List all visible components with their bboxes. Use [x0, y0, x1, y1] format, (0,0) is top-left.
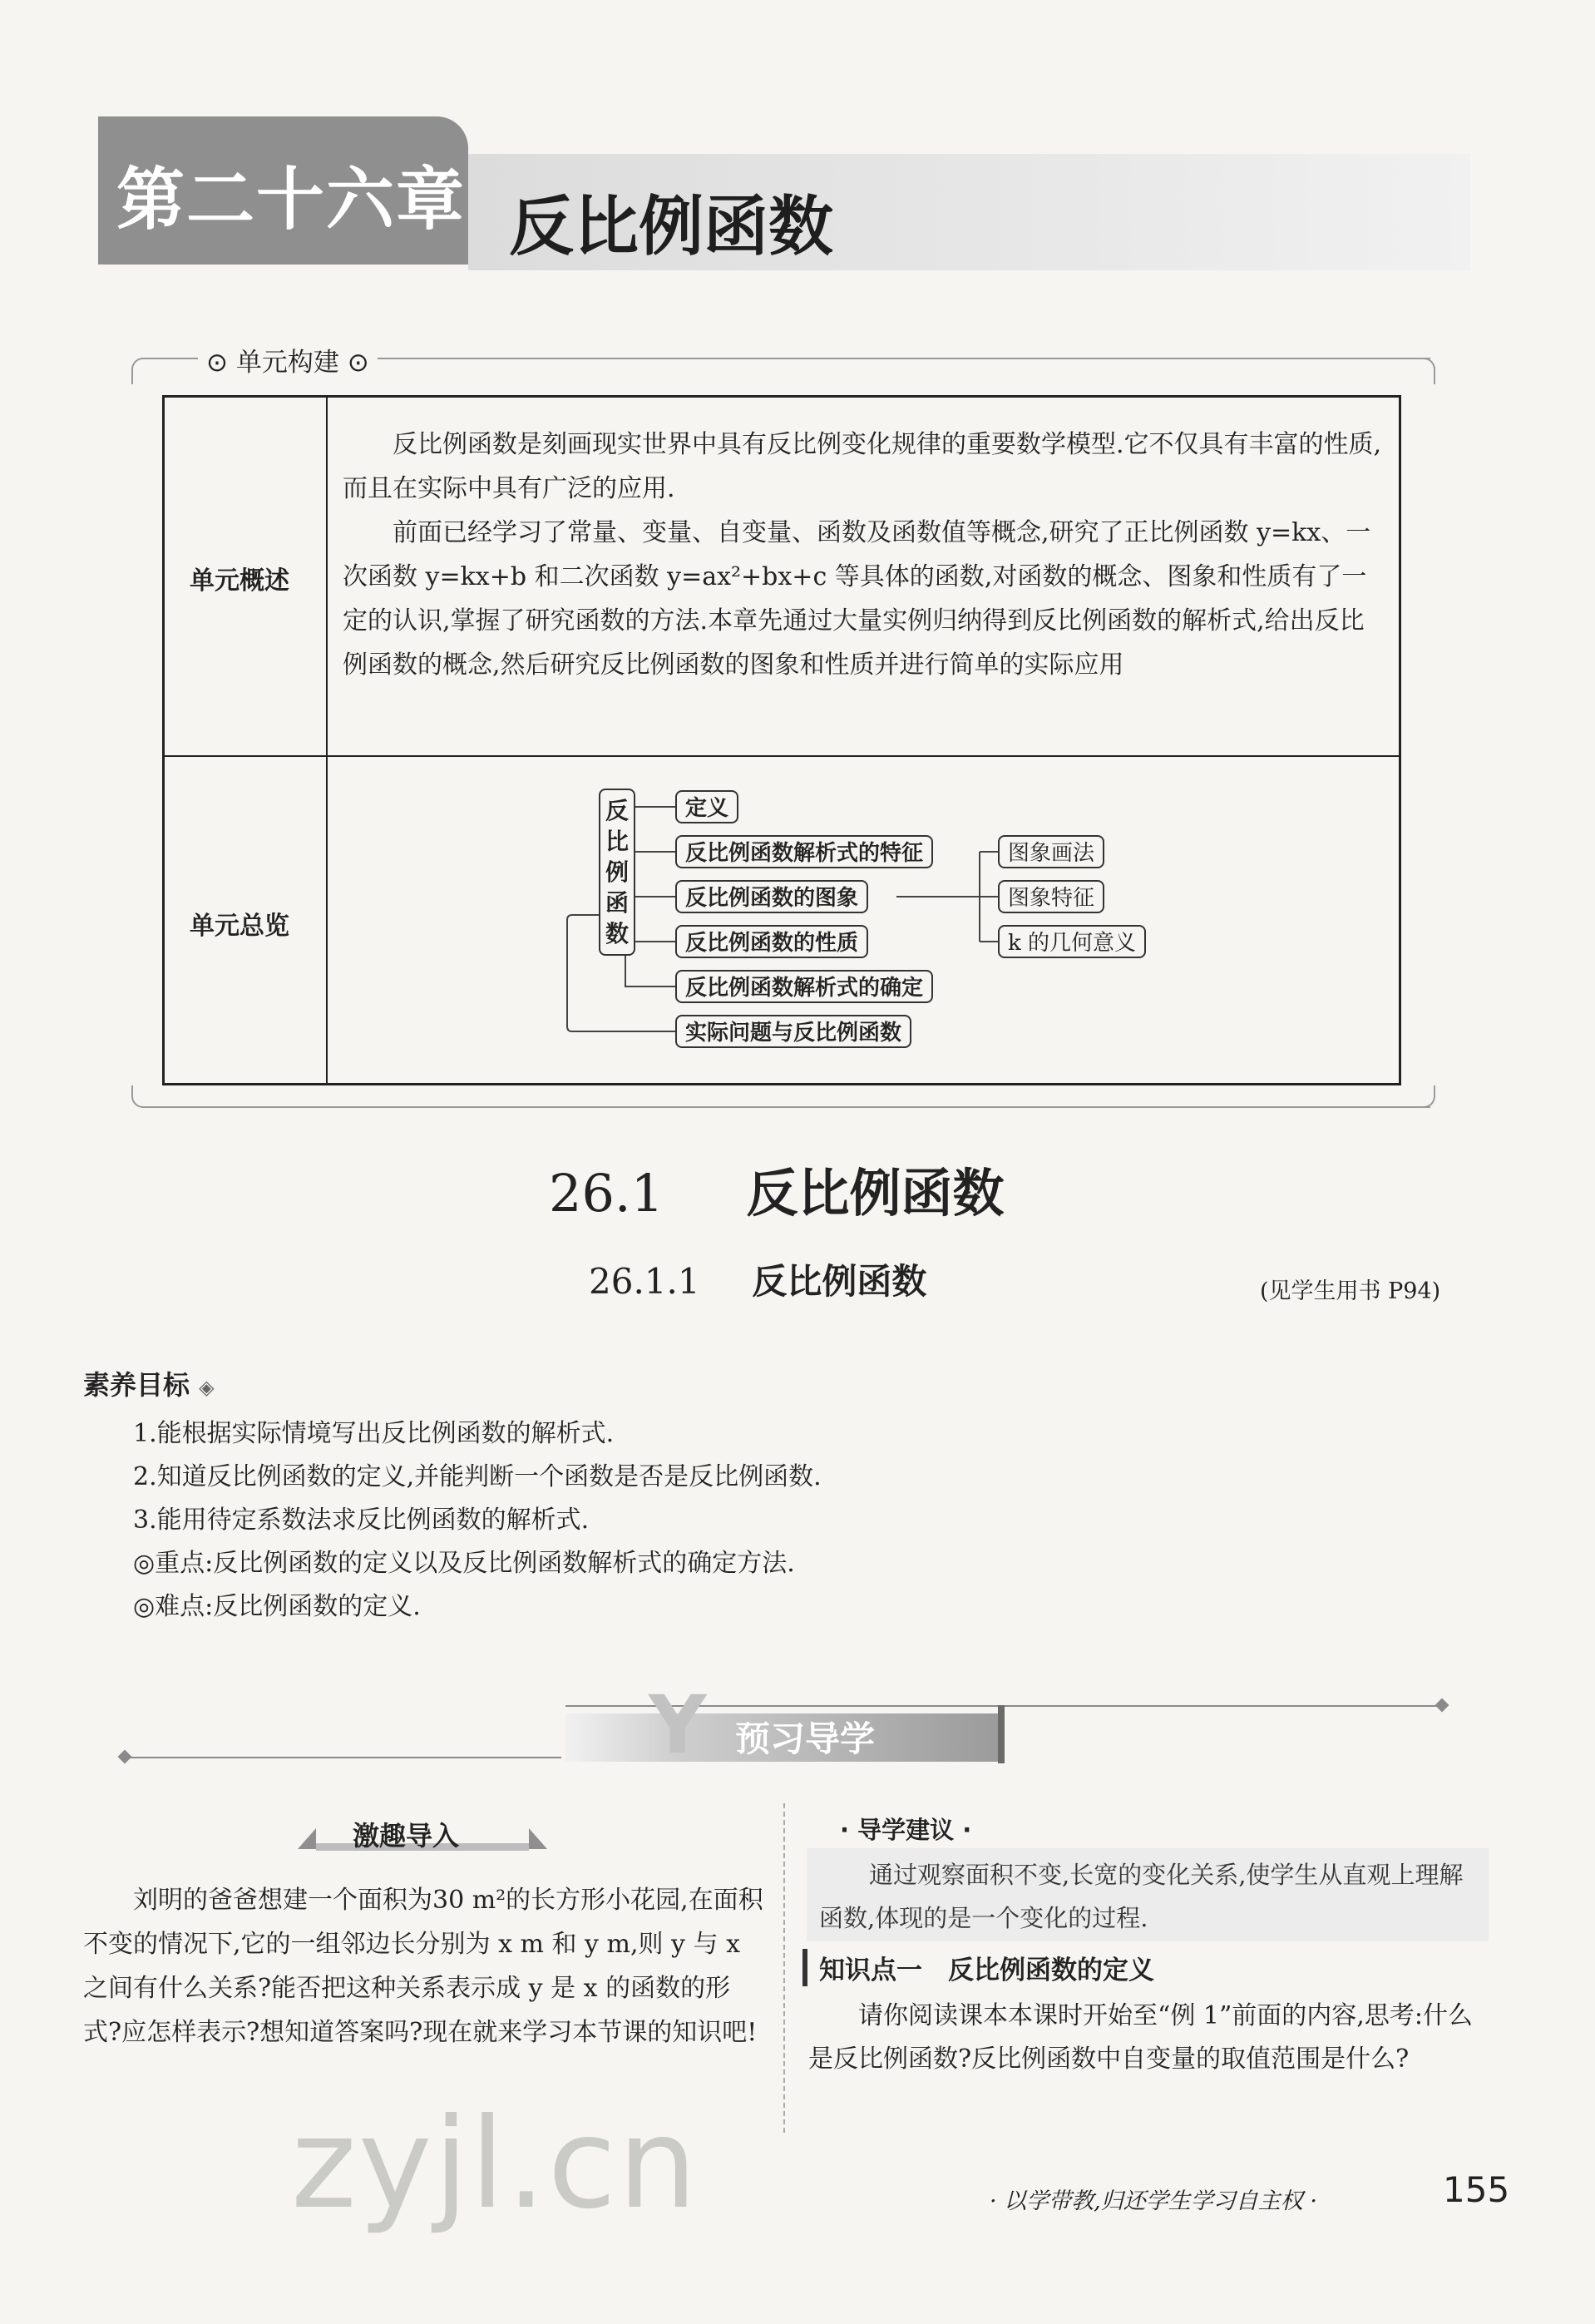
- intro-heading: 激趣导入: [298, 1812, 547, 1853]
- student-book-reference: (见学生用书 P94): [1260, 1278, 1441, 1304]
- banner-end-bar: [998, 1705, 1005, 1763]
- summary-label: 单元总览: [190, 912, 289, 941]
- knowledge-point-text: 请你阅读课本本课时开始至“例 1”前面的内容,思考:什么是反比例函数?反比例函数中自变量的取值范围是什么?: [808, 2001, 1473, 2074]
- section-rule-corner-br: [1422, 1085, 1435, 1108]
- banner-rule-bottom: [125, 1757, 561, 1758]
- goal-item: 3.能用待定系数法求反比例函数的解析式.: [133, 1506, 590, 1535]
- goal-difficult-point: ◎难点:反比例函数的定义.: [133, 1592, 421, 1621]
- mindmap-leaf: 图象画法: [998, 835, 1104, 868]
- column-divider: [783, 1803, 785, 2133]
- overview-paragraph-1: 反比例函数是刻画现实世界中具有反比例变化规律的重要数学模型.它不仅具有丰富的性质,而且在实际中具有广泛的应用.: [343, 430, 1382, 503]
- mindmap-branch: 实际问题与反比例函数: [675, 1015, 911, 1048]
- unit-section-heading: ⊙ 单元构建 ⊙: [198, 341, 378, 378]
- mindmap-branch: 反比例函数解析式的特征: [675, 835, 933, 868]
- section-rule-corner-left: [131, 358, 145, 384]
- table-column-divider: [326, 395, 328, 1085]
- goal-key-point: ◎重点:反比例函数的定义以及反比例函数解析式的确定方法.: [133, 1549, 795, 1578]
- mindmap-branch: 反比例函数解析式的确定: [675, 970, 933, 1003]
- mindmap-branch: 反比例函数的性质: [675, 925, 868, 958]
- page-number: 155: [1443, 2169, 1510, 2210]
- guide-heading: · 导学建议 ·: [840, 1816, 972, 1844]
- intro-paragraph: 刘明的爸爸想建一个面积为30 m²的长方形小花园,在面积不变的情况下,它的一组邻边长分别为 x m 和 y m,则 y 与 x 之间有什么关系?能否把这种关系表示成 y 是 x 的函数的形式?应怎样表示?想知道答案吗?现在就来学习本节课的知识吧!: [83, 1886, 763, 2047]
- section-rule-corner-bl: [131, 1085, 145, 1108]
- diamond-icon: ◈: [199, 1376, 215, 1399]
- mindmap-leaf: 图象特征: [998, 880, 1104, 913]
- subsection-title: 26.1.1 反比例函数: [589, 1261, 927, 1302]
- banner-letter: Y: [649, 1679, 707, 1772]
- overview-label: 单元概述: [190, 566, 289, 596]
- circle-dot-icon: ⊙: [347, 348, 369, 378]
- footer-motto: · 以学带教,归还学生学习自主权 ·: [990, 2188, 1317, 2214]
- section-rule-corner-right: [1422, 358, 1435, 384]
- knowledge-point-heading: 知识点一 反比例函数的定义: [802, 1949, 1154, 1986]
- circle-dot-icon: ⊙: [206, 348, 228, 378]
- watermark: zyjl.cn: [291, 2092, 699, 2237]
- mindmap-branch: 反比例函数的图象: [675, 880, 868, 913]
- banner-rule-dot: [1435, 1698, 1449, 1713]
- banner-rule-dot: [118, 1750, 132, 1764]
- overview-paragraph-2: 前面已经学习了常量、变量、自变量、函数及函数值等概念,研究了正比例函数 y=kx、一次函数 y=kx+b 和二次函数 y=ax²+bx+c 等具体的函数,对函数的概念、图象和性质有了一定的认识,掌握了研究函数的方法.本章先通过大量实例归纳得到反比例函数的解析式,给出反比例函数的概念,然后研究反比例函数的图象和性质并进行简单的实际应用: [343, 518, 1371, 680]
- chapter-name: 反比例函数: [509, 190, 834, 265]
- section-title: 26.1 反比例函数: [549, 1163, 1005, 1224]
- goal-item: 1.能根据实际情境写出反比例函数的解析式.: [133, 1419, 615, 1448]
- chapter-label: 第二十六章: [116, 161, 467, 240]
- guide-text: 通过观察面积不变,长宽的变化关系,使学生从直观上理解函数,体现的是一个变化的过程.: [819, 1861, 1464, 1932]
- mindmap-branch: 定义: [675, 790, 738, 823]
- mindmap-leaf: k 的几何意义: [998, 925, 1146, 958]
- preview-banner-title: 预习导学: [735, 1718, 876, 1759]
- mindmap-root: 反比例函数: [599, 789, 635, 956]
- goal-item: 2.知道反比例函数的定义,并能判断一个函数是否是反比例函数.: [133, 1462, 822, 1491]
- section-rule-bottom: [141, 1106, 1430, 1108]
- goals-heading: 素养目标 ◈: [83, 1369, 215, 1401]
- table-row-divider: [162, 755, 1401, 757]
